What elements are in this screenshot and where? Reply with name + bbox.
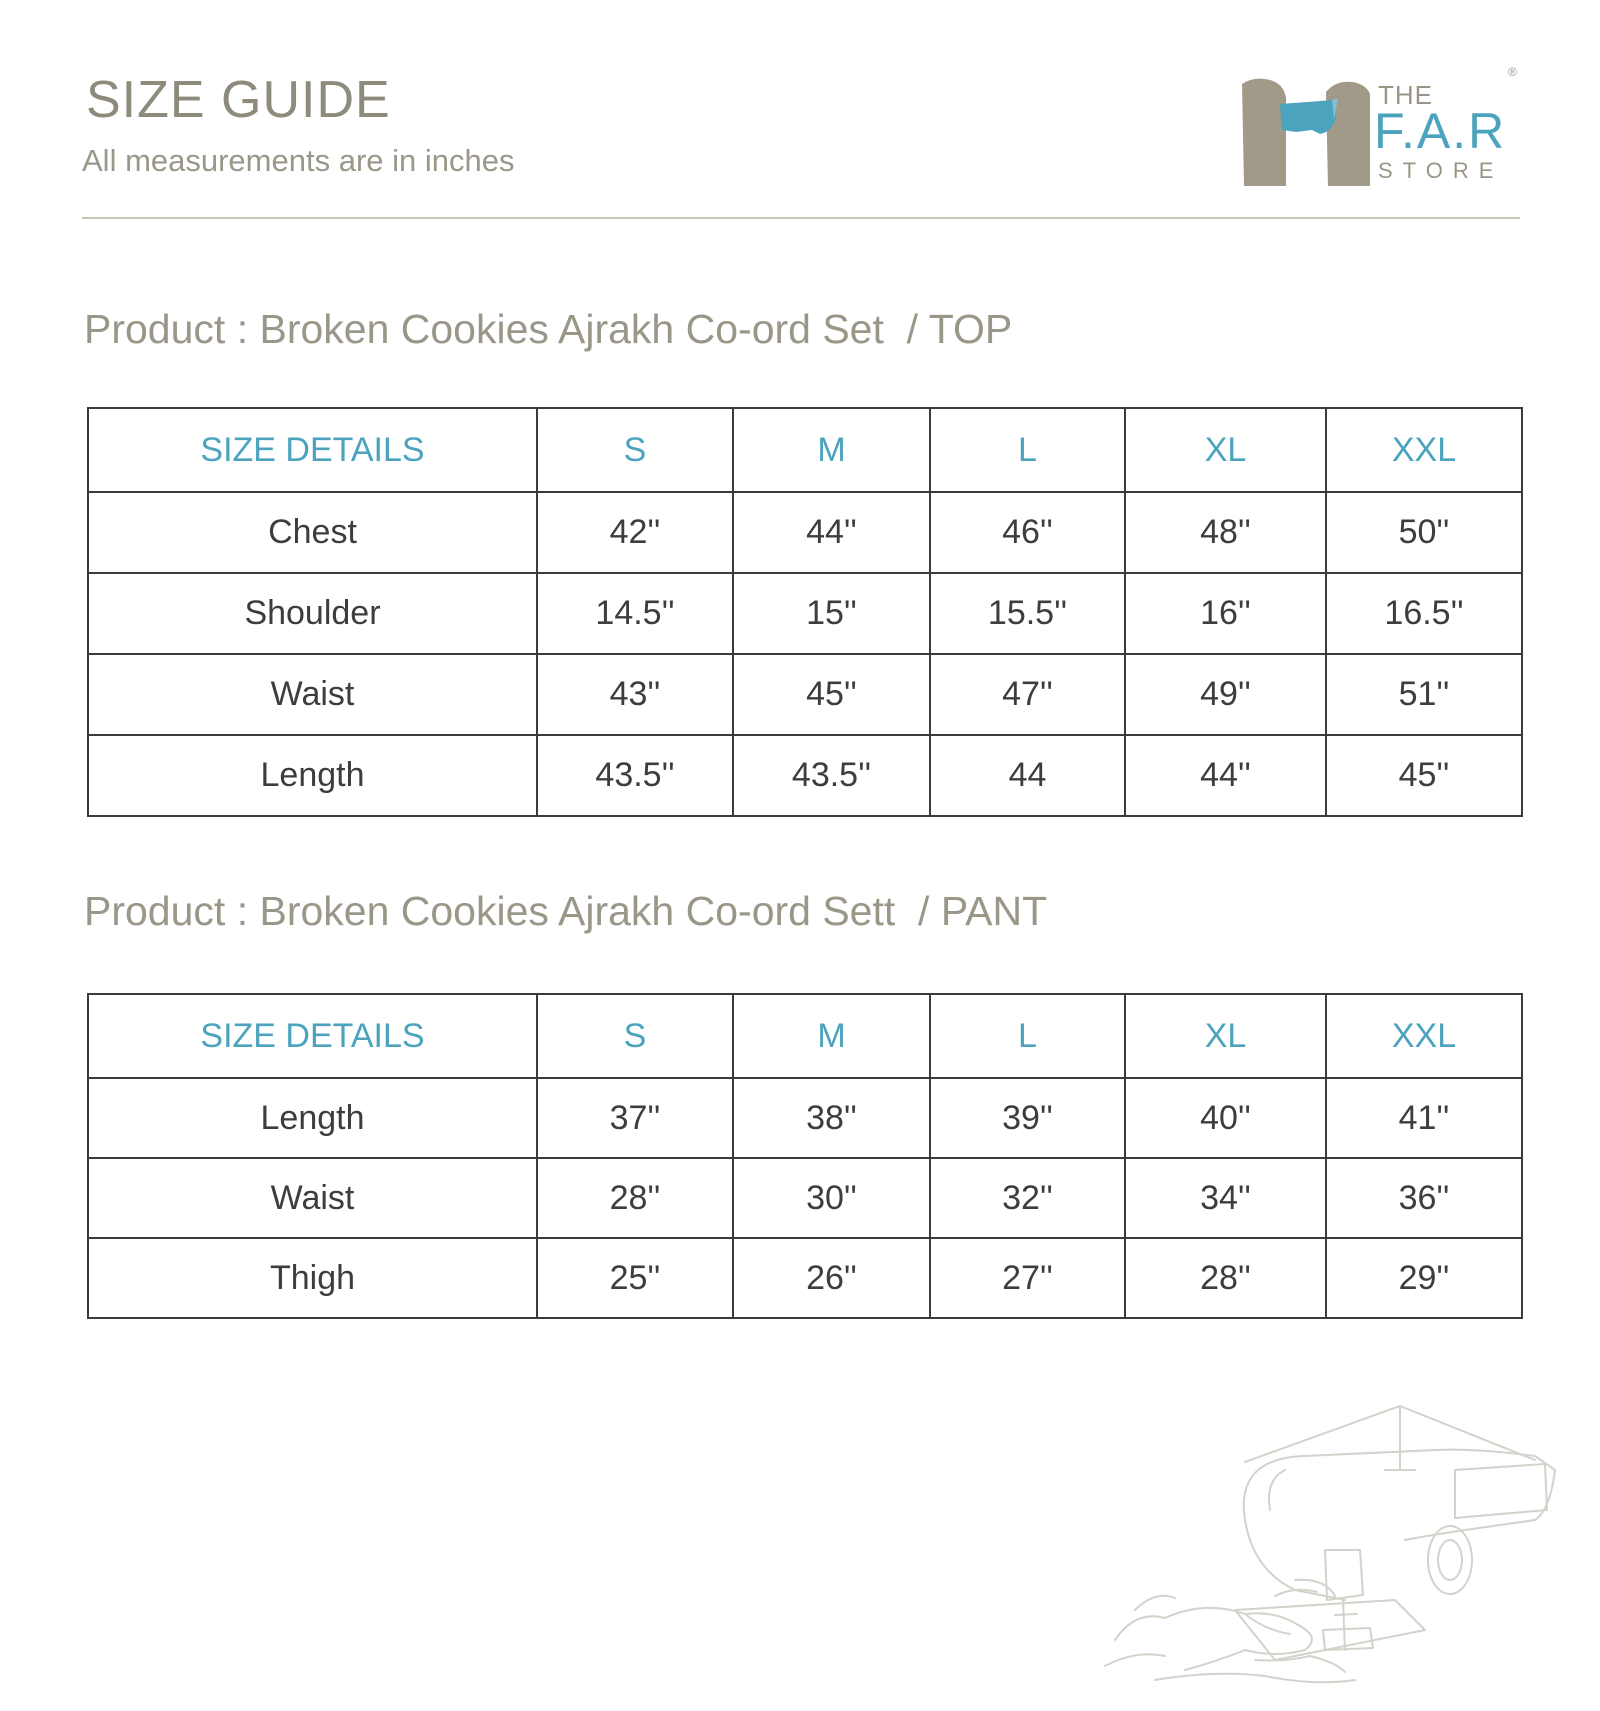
table-cell: 39'' — [930, 1078, 1125, 1158]
product-heading-pant: Product : Broken Cookies Ajrakh Co-ord Sett / PANT — [84, 888, 1048, 934]
column-header: XL — [1125, 994, 1326, 1078]
table-cell: 46'' — [930, 492, 1125, 573]
sewing-machine-icon — [1095, 1400, 1595, 1700]
row-label: Length — [88, 735, 537, 816]
logo-mark-icon — [1240, 74, 1375, 186]
table-cell: 50'' — [1326, 492, 1522, 573]
column-header: S — [537, 994, 733, 1078]
page-subtitle: All measurements are in inches — [82, 143, 515, 178]
table-cell: 42'' — [537, 492, 733, 573]
row-label: Shoulder — [88, 573, 537, 654]
table-row — [88, 1238, 1522, 1318]
table-cell: 25'' — [537, 1238, 733, 1318]
size-table-pant — [87, 993, 1523, 1319]
table-cell: 49'' — [1125, 654, 1326, 735]
brand-logo — [1240, 66, 1530, 196]
column-header: L — [930, 994, 1125, 1078]
table-cell: 51'' — [1326, 654, 1522, 735]
column-header: SIZE DETAILS — [88, 408, 537, 492]
column-header: M — [733, 408, 930, 492]
table-cell: 45'' — [733, 654, 930, 735]
table-cell: 28'' — [1125, 1238, 1326, 1318]
column-header: XXL — [1326, 408, 1522, 492]
table-cell: 28'' — [537, 1158, 733, 1238]
table-cell: 26'' — [733, 1238, 930, 1318]
page-title: SIZE GUIDE — [86, 71, 391, 129]
registered-mark: ® — [1508, 65, 1517, 79]
table-cell: 44 — [930, 735, 1125, 816]
table-row — [88, 492, 1522, 573]
table-cell: 15'' — [733, 573, 930, 654]
table-cell: 44'' — [1125, 735, 1326, 816]
logo-text-the: THE — [1378, 80, 1433, 110]
column-header: S — [537, 408, 733, 492]
table-cell: 38'' — [733, 1078, 930, 1158]
logo-text-far: F.A.R — [1374, 103, 1507, 159]
size-table-top — [87, 407, 1523, 817]
table-cell: 36'' — [1326, 1158, 1522, 1238]
row-label: Waist — [88, 1158, 537, 1238]
table-cell: 43'' — [537, 654, 733, 735]
row-label: Thigh — [88, 1238, 537, 1318]
table-cell: 27'' — [930, 1238, 1125, 1318]
row-label: Length — [88, 1078, 537, 1158]
table-cell: 34'' — [1125, 1158, 1326, 1238]
product-heading-top: Product : Broken Cookies Ajrakh Co-ord Set / TOP — [84, 306, 1013, 352]
table-cell: 29'' — [1326, 1238, 1522, 1318]
row-label: Chest — [88, 492, 537, 573]
column-header: SIZE DETAILS — [88, 994, 537, 1078]
table-cell: 48'' — [1125, 492, 1326, 573]
row-label: Waist — [88, 654, 537, 735]
table-cell: 47'' — [930, 654, 1125, 735]
column-header: XL — [1125, 408, 1326, 492]
table-row — [88, 735, 1522, 816]
table-row — [88, 1158, 1522, 1238]
header-divider — [82, 217, 1520, 219]
table-cell: 32'' — [930, 1158, 1125, 1238]
table-row — [88, 654, 1522, 735]
table-cell: 43.5'' — [733, 735, 930, 816]
table-header-row — [88, 994, 1522, 1078]
table-cell: 43.5'' — [537, 735, 733, 816]
table-cell: 41'' — [1326, 1078, 1522, 1158]
table-cell: 15.5'' — [930, 573, 1125, 654]
table-cell: 45'' — [1326, 735, 1522, 816]
table-cell: 16'' — [1125, 573, 1326, 654]
logo-text-store: STORE — [1378, 158, 1504, 183]
column-header: XXL — [1326, 994, 1522, 1078]
table-cell: 30'' — [733, 1158, 930, 1238]
table-row — [88, 1078, 1522, 1158]
column-header: L — [930, 408, 1125, 492]
table-cell: 14.5'' — [537, 573, 733, 654]
table-cell: 44'' — [733, 492, 930, 573]
table-header-row — [88, 408, 1522, 492]
table-cell: 40'' — [1125, 1078, 1326, 1158]
table-cell: 37'' — [537, 1078, 733, 1158]
table-cell: 16.5'' — [1326, 573, 1522, 654]
table-row — [88, 573, 1522, 654]
column-header: M — [733, 994, 930, 1078]
